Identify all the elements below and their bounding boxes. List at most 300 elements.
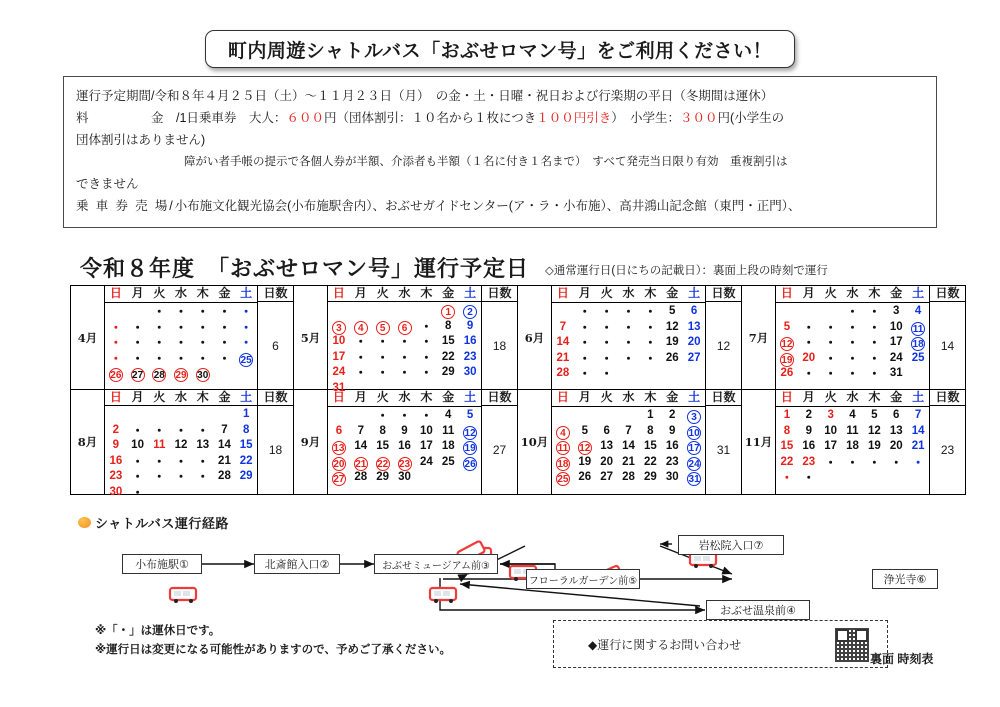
- week-row: [105, 485, 257, 501]
- calendar-cell: ・: [846, 454, 860, 470]
- calendar-cell: ・: [376, 365, 390, 380]
- calendar-cell: 17: [332, 350, 346, 363]
- route-heading-label: シャトルバス運行経路: [95, 517, 229, 532]
- day-count-header: 日数: [930, 286, 965, 302]
- calendar-cell: ・: [419, 349, 433, 365]
- week-row: [552, 304, 705, 320]
- weekday-header-火: 火: [376, 390, 389, 404]
- bus-icon-5: [430, 588, 456, 603]
- weekday-header-水: 水: [846, 390, 859, 404]
- week-row: [328, 408, 481, 424]
- calendar-cell: 8: [647, 424, 654, 437]
- day-count-header: 日数: [482, 390, 517, 406]
- calendar-cell: 26: [780, 367, 794, 379]
- circled-day: 4: [354, 321, 368, 335]
- calendar-cell: ・: [174, 453, 188, 469]
- circled-day: 17: [688, 443, 700, 454]
- info-period-line: [76, 85, 926, 107]
- week-row: [328, 365, 481, 381]
- bus-icon-2: [690, 553, 716, 568]
- calendar-cell: ・: [867, 366, 881, 381]
- week-row: [105, 454, 257, 470]
- weekday-header-火: 火: [153, 390, 166, 404]
- week-row: [328, 381, 481, 397]
- circled-day: 13: [333, 443, 345, 454]
- calendar-cell: 14: [354, 440, 368, 452]
- calendar-cell: ・: [419, 334, 433, 349]
- circled-day: 3: [332, 321, 346, 335]
- calendar-cell: [350, 381, 372, 397]
- calendar-cell: 13: [600, 440, 614, 452]
- week-row: [552, 366, 705, 382]
- calendar-cell: [459, 470, 481, 486]
- calendar-cell: ・: [354, 365, 368, 380]
- month-label: 6月: [518, 286, 552, 389]
- weekday-header-水: 水: [398, 286, 411, 300]
- month-label: 8月: [71, 390, 105, 494]
- week-row: [105, 304, 257, 320]
- calendar-cell: ・: [152, 304, 166, 319]
- weekday-header-金: 金: [890, 390, 903, 404]
- day-count-header: 日数: [706, 390, 741, 406]
- calendar-cell: [776, 304, 798, 320]
- calendar-cell: 29: [643, 471, 657, 483]
- weekday-header-月: 月: [802, 286, 815, 300]
- week-row: [328, 455, 481, 471]
- calendar-cell: ・: [419, 408, 433, 423]
- calendar-cell: [105, 407, 127, 423]
- calendar-cell: ・: [196, 422, 210, 438]
- stop-jokoji[interactable]: 浄光寺⑥: [872, 569, 938, 589]
- calendar-cell: ・: [600, 319, 614, 335]
- weekday-header-日: 日: [556, 390, 569, 404]
- calendar-cell: 15: [643, 440, 657, 452]
- calendar-cell: 17: [824, 440, 838, 452]
- week-row: [105, 407, 257, 423]
- calendar-cell: 29: [239, 470, 253, 482]
- weeks: [105, 303, 257, 389]
- calendar-cell: ・: [398, 349, 412, 365]
- calendar-month-11月: [742, 390, 966, 495]
- circled-day: 12: [579, 443, 591, 454]
- calendar-cell: [683, 366, 705, 382]
- calendar-cell: 23: [802, 455, 816, 468]
- calendar-cell: 28: [218, 470, 231, 482]
- calendar-month-6月: [518, 285, 742, 390]
- info-fare-cont: 団体割引はありません): [76, 133, 206, 147]
- week-row: [776, 470, 929, 486]
- weekday-header-row: [552, 286, 705, 303]
- calendar-cell: [683, 408, 705, 424]
- calendar-cell: [820, 470, 842, 486]
- weekday-header-水: 水: [622, 390, 635, 404]
- day-count-value: 12: [716, 338, 731, 353]
- calendar-cell: ・: [131, 453, 145, 469]
- day-count-column: [257, 390, 293, 494]
- calendar-cell: 16: [665, 440, 679, 452]
- calendar-cell: [459, 455, 481, 471]
- calendar-cell: ・: [109, 335, 123, 350]
- calendar-cell: 7: [625, 424, 632, 437]
- week-row: [552, 455, 705, 471]
- weekday-header-月: 月: [354, 390, 367, 404]
- calendar-cell: [683, 455, 705, 471]
- calendar-cell: 15: [239, 439, 253, 451]
- calendar-cell: 6: [335, 424, 343, 437]
- day-count-header: 日数: [258, 390, 293, 406]
- calendar-cell: [214, 485, 236, 501]
- weekday-header-月: 月: [578, 286, 591, 300]
- week-row: [105, 438, 257, 454]
- circled-day: 29: [175, 370, 187, 381]
- calendar-cell: [618, 366, 640, 382]
- info-fare-line: [76, 107, 926, 129]
- weekday-header-火: 火: [824, 286, 837, 300]
- calendar-cell: ・: [196, 319, 210, 335]
- calendar-cell: 10: [889, 320, 903, 333]
- stop-floral-garden-mae[interactable]: フローラルガーデン前⑤: [526, 569, 640, 589]
- calendar-cell: ・: [196, 304, 210, 319]
- calendar-cell: ・: [419, 365, 433, 380]
- calendar-cell: [459, 439, 481, 455]
- calendar-cell: ・: [239, 335, 253, 350]
- weekday-header-row: [105, 286, 257, 303]
- calendar-cell: 24: [889, 351, 903, 364]
- calendar-cell: ・: [802, 319, 816, 335]
- calendar-cell: 16: [109, 454, 123, 467]
- calendar-cell: 25: [441, 455, 455, 468]
- circled-day: 10: [688, 427, 700, 439]
- weekday-header-日: 日: [332, 286, 345, 300]
- calendar-cell: 28: [622, 471, 635, 483]
- calendar-cell: [683, 424, 705, 440]
- weekday-header-金: 金: [890, 286, 903, 300]
- calendar-cell: 5: [669, 305, 676, 317]
- stop-obuse-onsen-mae[interactable]: おぶせ温泉前④: [706, 600, 810, 620]
- calendar-cell: ・: [578, 350, 592, 366]
- calendar-cell: ・: [217, 335, 231, 350]
- weeks: [328, 302, 481, 396]
- calendar-cell: 14: [911, 424, 925, 437]
- circled-day: 22: [377, 458, 389, 470]
- weekday-header-金: 金: [666, 390, 679, 404]
- calendar-cell: 8: [445, 319, 452, 332]
- weekday-header-土: 土: [464, 390, 477, 404]
- month-label: 9月: [294, 390, 328, 494]
- calendar-cell: [552, 304, 574, 320]
- circled-day: 6: [398, 321, 412, 335]
- weekday-header-水: 水: [846, 286, 859, 300]
- calendar-cell: [459, 424, 481, 440]
- circled-day: 5: [376, 321, 390, 335]
- calendar-cell: 19: [867, 440, 881, 452]
- week-row: [776, 408, 929, 424]
- weekday-header-火: 火: [376, 286, 389, 300]
- calendar-cell: 27: [600, 471, 614, 483]
- calendar-cell: 7: [357, 424, 364, 437]
- week-row: [552, 439, 705, 455]
- weekday-header-水: 水: [622, 286, 635, 300]
- stop-obuse-station[interactable]: 小布施駅①: [122, 554, 202, 574]
- calendar-month-9月: [294, 390, 518, 495]
- day-count-column: [705, 390, 741, 494]
- calendar-cell: ・: [578, 335, 592, 350]
- weekday-header-月: 月: [354, 286, 367, 300]
- week-row: [328, 350, 481, 366]
- calendar-cell: ・: [622, 335, 636, 350]
- calendar-cell: 21: [911, 440, 925, 452]
- calendar-cell: 1: [242, 408, 250, 420]
- calendar-cell: [105, 366, 127, 382]
- info-fare-c: ） 小学生：: [611, 111, 680, 125]
- calendar-cell: 13: [889, 424, 903, 437]
- calendar-cell: ・: [824, 366, 838, 381]
- week-row: [552, 335, 705, 351]
- calendar-cell: [574, 439, 596, 455]
- calendar-cell: 22: [643, 455, 657, 468]
- calendar-cell: 6: [690, 305, 698, 317]
- weekday-header-日: 日: [109, 390, 122, 404]
- week-row: [105, 469, 257, 485]
- calendar-cell: ・: [376, 349, 390, 365]
- footnote-closed-days: ※「・」は運休日です。: [95, 625, 221, 637]
- week-row: [552, 424, 705, 440]
- calendar-cell: ・: [196, 335, 210, 350]
- route-diagram-svg: [60, 530, 970, 630]
- stop-ganshoin-entrance[interactable]: 岩松院入口⑦: [678, 535, 784, 555]
- calendar-cell: [235, 485, 257, 501]
- calendar-cell: [776, 351, 798, 367]
- calendar-cell: ・: [196, 453, 210, 469]
- fare-child-price: ３００: [680, 111, 718, 125]
- calendar-cell: 23: [109, 470, 123, 482]
- fare-adult-price: ６００: [286, 111, 324, 125]
- title-banner: [205, 30, 795, 68]
- weeks: [776, 303, 929, 389]
- calendar-cell: ・: [419, 318, 433, 334]
- week-row: [552, 351, 705, 367]
- weekday-header-水: 水: [398, 390, 411, 404]
- calendar-cell: ・: [131, 469, 145, 484]
- calendar-cell: 22: [441, 350, 455, 363]
- calendar-cell: 19: [578, 455, 592, 468]
- calendar-cell: 1: [783, 409, 791, 421]
- calendar-cell: 25: [911, 351, 925, 364]
- calendar-cell: 20: [600, 455, 614, 468]
- calendar-cell: ・: [622, 350, 636, 366]
- calendar-cell: 9: [669, 424, 676, 437]
- week-row: [328, 439, 481, 455]
- weekday-header-日: 日: [109, 286, 122, 300]
- calendar-cell: ・: [867, 335, 881, 350]
- calendar-grid: [70, 285, 966, 500]
- weekday-header-木: 木: [868, 390, 881, 404]
- weekday-header-木: 木: [420, 390, 433, 404]
- circled-day: 11: [557, 443, 569, 454]
- calendar-cell: ・: [131, 350, 145, 366]
- calendar-cell: ・: [239, 304, 253, 319]
- calendar-cell: [127, 366, 149, 382]
- calendar-cell: ・: [824, 350, 838, 366]
- week-row: [105, 351, 257, 367]
- week-row: [776, 320, 929, 336]
- calendar-cell: 23: [463, 350, 477, 363]
- info-fare-b: 円（団体割引：１０名から１枚につき: [323, 111, 537, 125]
- calendar-cell: 28: [556, 367, 570, 379]
- calendar-cell: [350, 319, 372, 335]
- calendar-cell: [328, 470, 350, 486]
- weekday-header-火: 火: [600, 286, 613, 300]
- stop-obuse-museum-mae[interactable]: おぶせミュージアム前③: [374, 554, 498, 574]
- calendar-cell: [596, 408, 618, 424]
- circled-day: 18: [912, 339, 924, 350]
- calendar-cell: 2: [805, 409, 812, 421]
- schedule-title: 令和８年度 「おぶせロマン号」運行予定日: [80, 256, 530, 282]
- calendar-cell: ・: [152, 319, 166, 335]
- circled-day: 11: [912, 323, 924, 335]
- calendar-cell: 29: [376, 471, 390, 483]
- stop-hokusai-museum-entrance[interactable]: 北斎館入口②: [254, 554, 340, 574]
- weekday-header-row: [105, 390, 257, 406]
- day-count-value: 18: [268, 443, 283, 457]
- calendar-cell: ・: [846, 350, 860, 366]
- day-count-value: 31: [716, 443, 731, 457]
- calendar-cell: [459, 303, 481, 319]
- info-ticket-value: 小布施文化観光協会(小布施駅舎内）、おぶせガイドセンター(ア・ラ・小布施）、高井鴻山記念館（東門・正門）、: [174, 199, 801, 213]
- calendar-cell: [552, 424, 574, 440]
- weekday-header-土: 土: [688, 286, 701, 300]
- info-fare-label: 料 金 /: [76, 111, 180, 125]
- weekday-header-金: 金: [218, 286, 231, 300]
- weekday-header-月: 月: [131, 390, 144, 404]
- calendar-cell: [350, 303, 372, 319]
- schedule-heading: [80, 252, 960, 282]
- week-row: [105, 320, 257, 336]
- weekday-header-土: 土: [464, 286, 477, 300]
- calendar-cell: ・: [174, 335, 188, 350]
- calendar-cell: ・: [600, 304, 614, 319]
- calendar-cell: [415, 470, 437, 486]
- calendar-cell: ・: [802, 470, 816, 485]
- calendar-cell: [552, 455, 574, 471]
- calendar-cell: 15: [780, 440, 794, 452]
- week-row: [552, 320, 705, 336]
- calendar-cell: [372, 303, 394, 319]
- calendar-cell: 5: [783, 320, 791, 333]
- circled-day: 18: [557, 458, 569, 470]
- calendar-cell: ・: [622, 304, 636, 319]
- calendar-cell: 17: [889, 336, 903, 348]
- calendar-cell: [170, 485, 192, 501]
- calendar-cell: ・: [152, 422, 166, 438]
- calendar-cell: ・: [867, 319, 881, 335]
- weekday-header-水: 水: [175, 286, 188, 300]
- calendar-cell: 11: [442, 424, 455, 437]
- weekday-header-row: [328, 286, 481, 302]
- calendar-cell: [907, 470, 929, 486]
- weekday-header-土: 土: [688, 390, 701, 404]
- circled-day: 19: [464, 443, 476, 454]
- orange-bullet-icon: [78, 517, 91, 528]
- week-row: [328, 470, 481, 486]
- weekday-header-木: 木: [644, 390, 657, 404]
- calendar-cell: 23: [665, 455, 679, 468]
- calendar-cell: ・: [398, 365, 412, 380]
- calendar-cell: [885, 470, 907, 486]
- circled-day: 3: [687, 410, 701, 424]
- calendar-cell: [394, 455, 416, 471]
- calendar-cell: ・: [643, 335, 657, 350]
- weekday-header-row: [552, 390, 705, 407]
- calendar-cell: [192, 366, 214, 382]
- info-period-value: 令和８年４月２５日（土）～１１月２３日（月） の金・土・日曜・祝日および行楽期の平日（冬期間は運休）: [154, 89, 774, 103]
- calendar-cell: 5: [581, 424, 588, 437]
- service-info-box: [63, 76, 937, 228]
- day-count-column: [929, 390, 965, 494]
- circled-day: 12: [464, 427, 476, 439]
- circled-day: 23: [398, 458, 411, 470]
- calendar-cell: ・: [578, 319, 592, 335]
- calendar-cell: [907, 335, 929, 351]
- month-label: 10月: [518, 390, 552, 494]
- calendar-cell: [437, 381, 459, 397]
- week-row: [776, 351, 929, 367]
- calendar-cell: ・: [152, 335, 166, 350]
- calendar-cell: 16: [802, 440, 816, 452]
- calendar-cell: [459, 381, 481, 397]
- week-row: [105, 423, 257, 439]
- weekday-header-月: 月: [802, 390, 815, 404]
- calendar-cell: 14: [622, 440, 635, 452]
- calendar-cell: 4: [445, 409, 452, 421]
- month-label: 7月: [742, 286, 776, 389]
- calendar-cell: 8: [783, 424, 791, 437]
- info-period-label: 運行予定期間/: [76, 89, 155, 103]
- circled-day: 27: [132, 370, 144, 381]
- calendar-cell: 16: [463, 335, 477, 347]
- calendar-cell: 10: [824, 424, 838, 437]
- qr-code-icon[interactable]: [835, 628, 869, 662]
- calendar-cell: 7: [914, 409, 922, 421]
- contact-box: [553, 620, 888, 668]
- calendar-cell: ・: [174, 469, 188, 484]
- calendar-cell: 21: [218, 454, 231, 467]
- calendar-cell: 30: [463, 366, 477, 378]
- calendar-month-5月: [294, 285, 518, 394]
- calendar-cell: ・: [131, 484, 145, 500]
- calendar-cell: 26: [578, 471, 592, 483]
- calendar-cell: ・: [239, 319, 253, 335]
- weekday-header-水: 水: [175, 390, 188, 404]
- calendar-cell: ・: [600, 366, 614, 381]
- calendar-cell: ・: [174, 304, 188, 319]
- calendar-cell: ・: [578, 304, 592, 319]
- group-discount-amount: １００円引き: [536, 111, 612, 125]
- weekday-header-日: 日: [780, 286, 793, 300]
- calendar-cell: [683, 470, 705, 486]
- weekday-header-日: 日: [556, 286, 569, 300]
- calendar-cell: 5: [466, 409, 474, 421]
- calendar-cell: ・: [196, 350, 210, 366]
- calendar-cell: 14: [218, 439, 231, 451]
- weekday-header-金: 金: [666, 286, 679, 300]
- calendar-cell: ・: [846, 335, 860, 350]
- day-count-column: [481, 390, 517, 494]
- calendar-cell: [394, 381, 416, 397]
- calendar-cell: [328, 408, 350, 424]
- calendar-cell: [235, 366, 257, 382]
- calendar-cell: ・: [109, 319, 123, 335]
